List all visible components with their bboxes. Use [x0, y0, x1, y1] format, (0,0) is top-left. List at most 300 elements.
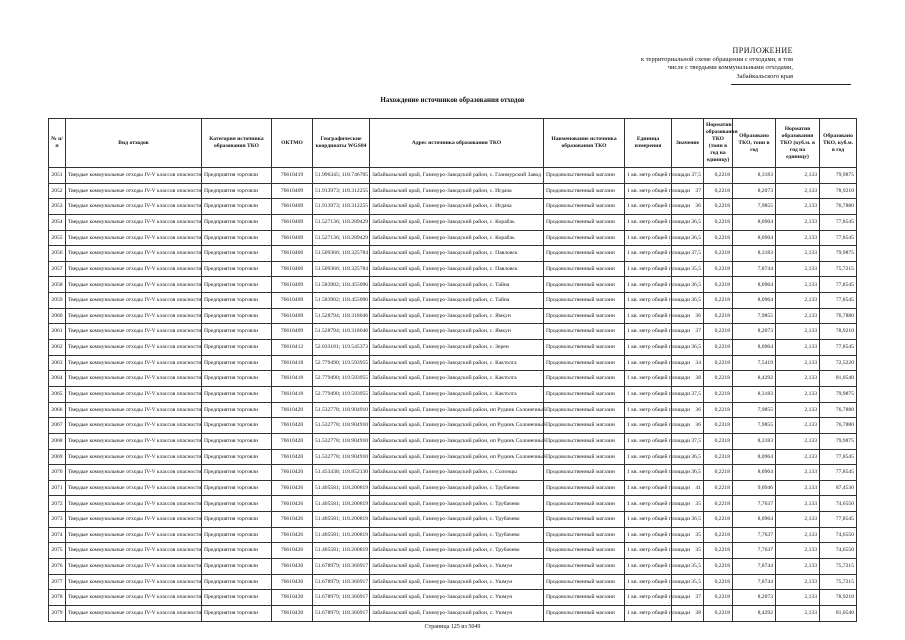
- table-cell: 2058: [49, 277, 66, 293]
- table-cell: 51.678979; 118.360917: [313, 559, 370, 575]
- table-cell: 51.528794; 118.318046: [313, 324, 370, 340]
- table-row: [49, 480, 857, 496]
- table-cell: 1 кв. метр общей площади: [625, 293, 672, 309]
- table-cell: 77,8545: [820, 465, 857, 481]
- table-cell: Продовольственный магазин: [544, 559, 625, 575]
- page-footer: Страница 125 из 5049: [424, 624, 481, 630]
- table-cell: 1 кв. метр общей площади: [625, 324, 672, 340]
- table-cell: 2,133: [776, 527, 820, 543]
- column-header: Образовано ТКО, тонн в год: [733, 119, 776, 168]
- table-cell: 36: [672, 199, 704, 215]
- table-cell: 2067: [49, 418, 66, 434]
- table-cell: Твердые коммунальные отходы IV-V классов опасности: [66, 324, 202, 340]
- column-header: Норматив образования ТКО (куб.м. в год на единицу): [776, 119, 820, 168]
- table-cell: 7,5419: [733, 355, 776, 371]
- table-cell: Предприятия торговли: [202, 512, 272, 528]
- table-cell: Продовольственный магазин: [544, 512, 625, 528]
- table-cell: 8,0964: [733, 512, 776, 528]
- table-cell: 2068: [49, 433, 66, 449]
- table-cell: 35,5: [672, 559, 704, 575]
- table-cell: 0,2218: [704, 340, 733, 356]
- table-cell: Твердые коммунальные отходы IV-V классов опасности: [66, 465, 202, 481]
- table-cell: 2,133: [776, 371, 820, 387]
- table-cell: Продовольственный магазин: [544, 590, 625, 606]
- table-cell: Твердые коммунальные отходы IV-V классов опасности: [66, 199, 202, 215]
- table-cell: 2074: [49, 527, 66, 543]
- table-cell: 37,5: [672, 433, 704, 449]
- table-cell: 2,133: [776, 559, 820, 575]
- table-cell: 2073: [49, 512, 66, 528]
- table-cell: 1 кв. метр общей площади: [625, 590, 672, 606]
- table-cell: 1 кв. метр общей площади: [625, 371, 672, 387]
- table-cell: 51.509366; 118.325784: [313, 261, 370, 277]
- table-cell: 1 кв. метр общей площади: [625, 527, 672, 543]
- table-cell: 36,5: [672, 214, 704, 230]
- table-cell: 79,9875: [820, 386, 857, 402]
- table-cell: Твердые коммунальные отходы IV-V классов опасности: [66, 527, 202, 543]
- column-header: Вид отходов: [66, 119, 202, 168]
- table-cell: Продовольственный магазин: [544, 293, 625, 309]
- table-row: [49, 246, 857, 262]
- table-cell: 51.996345; 118.746705: [313, 168, 370, 184]
- table-row: [49, 465, 857, 481]
- table-cell: Продовольственный магазин: [544, 433, 625, 449]
- table-cell: 76610419: [272, 168, 313, 184]
- table-cell: Предприятия торговли: [202, 590, 272, 606]
- table-cell: 52.779490; 119.593955: [313, 386, 370, 402]
- table-cell: Забайкальский край, Газимуро-Заводский район, нп Рудник Солонечный: [370, 418, 544, 434]
- table-cell: 1 кв. метр общей площади: [625, 340, 672, 356]
- table-cell: 8,4292: [733, 371, 776, 387]
- table-cell: Предприятия торговли: [202, 605, 272, 621]
- table-cell: 2064: [49, 371, 66, 387]
- table-cell: Твердые коммунальные отходы IV-V классов опасности: [66, 293, 202, 309]
- table-cell: 35: [672, 527, 704, 543]
- table-cell: 0,2218: [704, 465, 733, 481]
- table-cell: 76610409: [272, 199, 313, 215]
- table-row: [49, 371, 857, 387]
- appendix-block: [523, 47, 793, 81]
- table-cell: 2069: [49, 449, 66, 465]
- table-cell: 77,8545: [820, 230, 857, 246]
- table-cell: 2,133: [776, 543, 820, 559]
- table-cell: 0,2218: [704, 418, 733, 434]
- table-cell: 52.779490; 119.593955: [313, 371, 370, 387]
- table-cell: 51.405581; 118.200819: [313, 480, 370, 496]
- table-cell: 36,5: [672, 277, 704, 293]
- table-cell: 51.532778; 118.904910: [313, 402, 370, 418]
- table-cell: 1 кв. метр общей площади: [625, 559, 672, 575]
- table-cell: 8,0964: [733, 214, 776, 230]
- table-cell: 2,133: [776, 386, 820, 402]
- table-cell: Продовольственный магазин: [544, 183, 625, 199]
- table-cell: 51.583902; 118.455096: [313, 277, 370, 293]
- table-cell: 37,5: [672, 168, 704, 184]
- table-cell: 51.405581; 118.200819: [313, 543, 370, 559]
- table-cell: 2,133: [776, 261, 820, 277]
- table-cell: 37,5: [672, 386, 704, 402]
- table-cell: 37,5: [672, 246, 704, 262]
- table-cell: Забайкальский край, Газимуро-Заводский район, с. Тайна: [370, 277, 544, 293]
- table-cell: 1 кв. метр общей площади: [625, 465, 672, 481]
- table-cell: Забайкальский край, Газимуро-Заводский район, с. Ушмун: [370, 559, 544, 575]
- table-cell: 7,8744: [733, 261, 776, 277]
- table-cell: 2053: [49, 199, 66, 215]
- table-cell: 74,6550: [820, 543, 857, 559]
- table-cell: 2075: [49, 543, 66, 559]
- table-cell: Предприятия торговли: [202, 355, 272, 371]
- table-cell: Забайкальский край, Газимуро-Заводский район, с. Трубачево: [370, 543, 544, 559]
- table-cell: 1 кв. метр общей площади: [625, 449, 672, 465]
- table-cell: Предприятия торговли: [202, 449, 272, 465]
- table-cell: 76610418: [272, 371, 313, 387]
- table-cell: Твердые коммунальные отходы IV-V классов опасности: [66, 449, 202, 465]
- table-cell: 38: [672, 605, 704, 621]
- table-cell: 1 кв. метр общей площади: [625, 402, 672, 418]
- table-row: [49, 512, 857, 528]
- table-cell: Забайкальский край, Газимуро-Заводский район, нп Рудник Солонечный: [370, 402, 544, 418]
- table-cell: 36: [672, 308, 704, 324]
- table-cell: 81,0540: [820, 371, 857, 387]
- table-cell: 77,8545: [820, 293, 857, 309]
- table-cell: 7,7637: [733, 496, 776, 512]
- table-cell: 79,9875: [820, 168, 857, 184]
- table-cell: 77,8545: [820, 340, 857, 356]
- table-cell: 2056: [49, 246, 66, 262]
- table-cell: Забайкальский край, Газимуро-Заводский район, с. Трубачево: [370, 527, 544, 543]
- table-cell: 36,5: [672, 512, 704, 528]
- table-cell: 7,9855: [733, 418, 776, 434]
- table-cell: 76,7880: [820, 402, 857, 418]
- table-cell: Предприятия торговли: [202, 293, 272, 309]
- table-cell: Твердые коммунальные отходы IV-V классов опасности: [66, 371, 202, 387]
- table-cell: Забайкальский край, Газимуро-Заводский район, нп Рудник Солонечный: [370, 449, 544, 465]
- table-cell: 52.033181; 119.545373: [313, 340, 370, 356]
- table-cell: 2,133: [776, 590, 820, 606]
- table-row: [49, 574, 857, 590]
- table-cell: Предприятия торговли: [202, 527, 272, 543]
- table-cell: 2,133: [776, 293, 820, 309]
- table-cell: 87,4530: [820, 480, 857, 496]
- table-cell: 1 кв. метр общей площади: [625, 183, 672, 199]
- table-cell: 1 кв. метр общей площади: [625, 246, 672, 262]
- table-cell: Продовольственный магазин: [544, 605, 625, 621]
- table-cell: Предприятия торговли: [202, 480, 272, 496]
- table-cell: Твердые коммунальные отходы IV-V классов опасности: [66, 168, 202, 184]
- table-cell: 0,2218: [704, 324, 733, 340]
- table-cell: Твердые коммунальные отходы IV-V классов опасности: [66, 355, 202, 371]
- table-cell: Предприятия торговли: [202, 371, 272, 387]
- table-cell: Предприятия торговли: [202, 433, 272, 449]
- table-cell: 7,9855: [733, 402, 776, 418]
- table-cell: 51.532778; 118.904910: [313, 433, 370, 449]
- table-cell: Забайкальский край, Газимуро-Заводский район, с. Ямкун: [370, 308, 544, 324]
- table-cell: 78,9210: [820, 590, 857, 606]
- table-cell: 2,133: [776, 246, 820, 262]
- appendix-line-2: числе с твердыми коммунальными отходами,: [667, 64, 793, 71]
- table-cell: 2078: [49, 590, 66, 606]
- table-cell: Твердые коммунальные отходы IV-V классов опасности: [66, 340, 202, 356]
- signature-line: [731, 84, 851, 85]
- appendix-line-1: к территориальной схеме обращения с отходами, в том: [640, 55, 793, 63]
- table-cell: Твердые коммунальные отходы IV-V классов опасности: [66, 230, 202, 246]
- table-cell: 0,2218: [704, 512, 733, 528]
- table-cell: 1 кв. метр общей площади: [625, 308, 672, 324]
- table-cell: 78,9210: [820, 183, 857, 199]
- table-row: [49, 293, 857, 309]
- table-cell: 2071: [49, 480, 66, 496]
- table-cell: 7,8744: [733, 559, 776, 575]
- table-cell: 76610426: [272, 512, 313, 528]
- table-cell: 76610412: [272, 340, 313, 356]
- table-cell: 35,5: [672, 574, 704, 590]
- table-cell: 1 кв. метр общей площади: [625, 605, 672, 621]
- table-cell: Твердые коммунальные отходы IV-V классов опасности: [66, 386, 202, 402]
- table-cell: 8,0964: [733, 449, 776, 465]
- table-cell: Предприятия торговли: [202, 386, 272, 402]
- table-cell: 76610420: [272, 465, 313, 481]
- table-cell: 76610426: [272, 543, 313, 559]
- table-cell: Забайкальский край, Газимуро-Заводский район, с. Газимурский Завод: [370, 168, 544, 184]
- table-cell: Забайкальский край, Газимуро-Заводский район, с. Кактолга: [370, 355, 544, 371]
- table-body: [49, 168, 857, 622]
- table-cell: 2,133: [776, 433, 820, 449]
- table-cell: Продовольственный магазин: [544, 261, 625, 277]
- table-cell: 2060: [49, 308, 66, 324]
- table-cell: 2065: [49, 386, 66, 402]
- table-cell: 76,7880: [820, 418, 857, 434]
- table-cell: Предприятия торговли: [202, 465, 272, 481]
- table-cell: 7,9855: [733, 308, 776, 324]
- table-row: [49, 199, 857, 215]
- table-cell: 0,2218: [704, 183, 733, 199]
- column-header: Значение: [672, 119, 704, 168]
- table-cell: Продовольственный магазин: [544, 324, 625, 340]
- table-cell: 34: [672, 355, 704, 371]
- table-cell: 37: [672, 590, 704, 606]
- table-cell: Забайкальский край, Газимуро-Заводский район, с. Ямкун: [370, 324, 544, 340]
- table-row: [49, 433, 857, 449]
- table-cell: 36: [672, 418, 704, 434]
- table-cell: 2072: [49, 496, 66, 512]
- table-cell: Продовольственный магазин: [544, 402, 625, 418]
- table-cell: 51.913973; 118.312255: [313, 199, 370, 215]
- table-row: [49, 308, 857, 324]
- table-cell: 51.583902; 118.455096: [313, 293, 370, 309]
- table-cell: 51.678979; 118.360917: [313, 605, 370, 621]
- table-cell: 38: [672, 371, 704, 387]
- table-cell: 1 кв. метр общей площади: [625, 574, 672, 590]
- table-cell: 0,2218: [704, 199, 733, 215]
- table-cell: 0,2218: [704, 574, 733, 590]
- table-cell: Предприятия торговли: [202, 230, 272, 246]
- table-cell: 1 кв. метр общей площади: [625, 433, 672, 449]
- table-cell: Забайкальский край, Газимуро-Заводский район, с. Павловск: [370, 246, 544, 262]
- table-cell: 74,6550: [820, 496, 857, 512]
- column-header: Географические координаты WGS84: [313, 119, 370, 168]
- table-cell: 0,2218: [704, 355, 733, 371]
- table-cell: 75,7215: [820, 559, 857, 575]
- table-cell: Продовольственный магазин: [544, 340, 625, 356]
- table-cell: Твердые коммунальные отходы IV-V классов опасности: [66, 261, 202, 277]
- table-cell: 51.532778; 118.904910: [313, 418, 370, 434]
- table-cell: Продовольственный магазин: [544, 168, 625, 184]
- table-cell: Забайкальский край, Газимуро-Заводский район, с. Трубачево: [370, 496, 544, 512]
- table-cell: Предприятия торговли: [202, 261, 272, 277]
- table-cell: 51.678979; 118.360917: [313, 590, 370, 606]
- table-cell: 2,133: [776, 324, 820, 340]
- column-header: ОКТМО: [272, 119, 313, 168]
- table-cell: Забайкальский край, Газимуро-Заводский район, с. Солонцы: [370, 465, 544, 481]
- table-cell: 2076: [49, 559, 66, 575]
- table-cell: Продовольственный магазин: [544, 418, 625, 434]
- table-cell: Забайкальский край, Газимуро-Заводский район, с. Ушмун: [370, 574, 544, 590]
- table-cell: 76,7880: [820, 199, 857, 215]
- table-cell: 0,2218: [704, 559, 733, 575]
- table-cell: Продовольственный магазин: [544, 496, 625, 512]
- table-cell: 0,2218: [704, 293, 733, 309]
- table-cell: 2,133: [776, 168, 820, 184]
- table-cell: Забайкальский край, Газимуро-Заводский район, нп Рудник Солонечный: [370, 433, 544, 449]
- table-row: [49, 402, 857, 418]
- table-cell: 51.405581; 118.200819: [313, 512, 370, 528]
- table-cell: 8,3183: [733, 246, 776, 262]
- table-cell: 2,133: [776, 277, 820, 293]
- table-cell: Забайкальский край, Газимуро-Заводский район, с. Кактолга: [370, 386, 544, 402]
- table-cell: 76610430: [272, 590, 313, 606]
- table-cell: 51.528794; 118.318046: [313, 308, 370, 324]
- table-cell: 76610406: [272, 246, 313, 262]
- table-header-row: [49, 119, 857, 168]
- table-cell: 8,0964: [733, 465, 776, 481]
- table-cell: Продовольственный магазин: [544, 465, 625, 481]
- table-cell: Продовольственный магазин: [544, 246, 625, 262]
- table-cell: Забайкальский край, Газимуро-Заводский район, с. Трубачево: [370, 480, 544, 496]
- table-cell: 81,0540: [820, 605, 857, 621]
- table-cell: 51.405581; 118.200819: [313, 527, 370, 543]
- table-cell: 35: [672, 543, 704, 559]
- table-cell: 76,7880: [820, 308, 857, 324]
- table-cell: Твердые коммунальные отходы IV-V классов опасности: [66, 246, 202, 262]
- table-cell: Продовольственный магазин: [544, 308, 625, 324]
- table-cell: 37: [672, 324, 704, 340]
- table-cell: Забайкальский край, Газимуро-Заводский район, с. Зерен: [370, 340, 544, 356]
- table-cell: Предприятия торговли: [202, 308, 272, 324]
- table-cell: 8,3183: [733, 386, 776, 402]
- table-cell: 76610420: [272, 418, 313, 434]
- table-cell: Продовольственный магазин: [544, 355, 625, 371]
- table-cell: 76610409: [272, 308, 313, 324]
- table-cell: Продовольственный магазин: [544, 277, 625, 293]
- table-cell: Продовольственный магазин: [544, 449, 625, 465]
- table-cell: 79,9875: [820, 433, 857, 449]
- table-cell: Предприятия торговли: [202, 183, 272, 199]
- column-header: № п/п: [49, 119, 66, 168]
- table-row: [49, 386, 857, 402]
- table-cell: 76610409: [272, 277, 313, 293]
- table-cell: 1 кв. метр общей площади: [625, 512, 672, 528]
- document-title: Нахождение источников образования отходов: [380, 96, 525, 104]
- table-cell: 75,7215: [820, 261, 857, 277]
- table-cell: 37: [672, 183, 704, 199]
- table-cell: 77,8545: [820, 512, 857, 528]
- sources-table: [48, 118, 857, 622]
- table-cell: Твердые коммунальные отходы IV-V классов опасности: [66, 496, 202, 512]
- table-row: [49, 168, 857, 184]
- table-cell: 51.532778; 118.904910: [313, 449, 370, 465]
- table-cell: 76610426: [272, 496, 313, 512]
- table-cell: 79,9875: [820, 246, 857, 262]
- table-cell: Продовольственный магазин: [544, 527, 625, 543]
- table-row: [49, 355, 857, 371]
- table-cell: 72,5220: [820, 355, 857, 371]
- table-cell: 8,0964: [733, 293, 776, 309]
- table-cell: 9,0946: [733, 480, 776, 496]
- table-cell: 36,5: [672, 449, 704, 465]
- table-cell: 2,133: [776, 308, 820, 324]
- table-cell: 2070: [49, 465, 66, 481]
- table-cell: 0,2218: [704, 590, 733, 606]
- table-cell: 2052: [49, 183, 66, 199]
- table-cell: 36,5: [672, 465, 704, 481]
- table-cell: Твердые коммунальные отходы IV-V классов опасности: [66, 574, 202, 590]
- table-cell: Забайкальский край, Газимуро-Заводский район, с. Трубачево: [370, 512, 544, 528]
- appendix-title: ПРИЛОЖЕНИЕ: [732, 46, 793, 55]
- table-cell: 1 кв. метр общей площади: [625, 386, 672, 402]
- table-cell: Твердые коммунальные отходы IV-V классов опасности: [66, 183, 202, 199]
- table-cell: 0,2218: [704, 277, 733, 293]
- table-cell: 76610420: [272, 449, 313, 465]
- table-cell: 2055: [49, 230, 66, 246]
- table-row: [49, 340, 857, 356]
- table-cell: 1 кв. метр общей площади: [625, 543, 672, 559]
- table-cell: 76610406: [272, 261, 313, 277]
- table-cell: 8,4292: [733, 605, 776, 621]
- table-row: [49, 605, 857, 621]
- table-cell: 2,133: [776, 355, 820, 371]
- table-cell: 36,5: [672, 230, 704, 246]
- table-cell: 76610426: [272, 480, 313, 496]
- table-row: [49, 590, 857, 606]
- table-cell: Твердые коммунальные отходы IV-V классов опасности: [66, 214, 202, 230]
- appendix-line-3: Забайкальского края: [736, 72, 793, 80]
- table-cell: 1 кв. метр общей площади: [625, 277, 672, 293]
- table-cell: 2,133: [776, 340, 820, 356]
- table-cell: 76610409: [272, 324, 313, 340]
- table-cell: Предприятия торговли: [202, 543, 272, 559]
- table-cell: Продовольственный магазин: [544, 574, 625, 590]
- table-row: [49, 324, 857, 340]
- table-cell: 8,0964: [733, 277, 776, 293]
- table-cell: Предприятия торговли: [202, 574, 272, 590]
- table-cell: 1 кв. метр общей площади: [625, 261, 672, 277]
- table-cell: 7,7637: [733, 543, 776, 559]
- table-cell: 1 кв. метр общей площади: [625, 214, 672, 230]
- table-cell: 51.509366; 118.325784: [313, 246, 370, 262]
- table-cell: Предприятия торговли: [202, 214, 272, 230]
- table-cell: 2,133: [776, 496, 820, 512]
- table-cell: 8,2073: [733, 324, 776, 340]
- table-row: [49, 230, 857, 246]
- table-cell: Предприятия торговли: [202, 340, 272, 356]
- table-cell: Твердые коммунальные отходы IV-V классов опасности: [66, 402, 202, 418]
- table-cell: 1 кв. метр общей площади: [625, 168, 672, 184]
- table-cell: 51.913973; 118.312255: [313, 183, 370, 199]
- table-cell: 76610418: [272, 386, 313, 402]
- table-cell: 1 кв. метр общей площади: [625, 418, 672, 434]
- table-cell: 77,8545: [820, 214, 857, 230]
- table-cell: 36,5: [672, 293, 704, 309]
